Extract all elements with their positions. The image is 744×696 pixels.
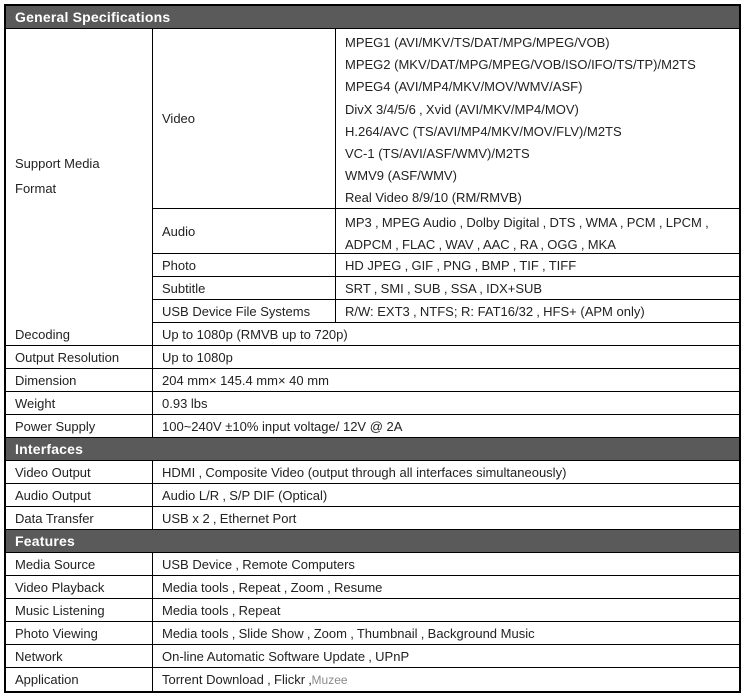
spec-row-weight bbox=[6, 392, 739, 415]
section-header-general bbox=[6, 6, 739, 29]
video-format-line: WMV9 (ASF/WMV) bbox=[345, 168, 457, 184]
video-label: Video bbox=[162, 111, 196, 126]
spec-row-label: Power Supply bbox=[6, 415, 153, 437]
section-header-features bbox=[6, 530, 739, 553]
product-spec-table bbox=[4, 4, 741, 693]
photo-formats-row bbox=[153, 254, 739, 277]
spec-row-power-supply bbox=[6, 415, 739, 438]
spec-row-value: Up to 1080p (RMVB up to 720p) bbox=[162, 326, 348, 342]
video-format-line: MPEG4 (AVI/MP4/MKV/MOV/WMV/ASF) bbox=[345, 79, 583, 95]
spec-row-label: Video Output bbox=[6, 461, 153, 483]
spec-row-music-listening bbox=[6, 599, 739, 622]
spec-row-value: 100~240V ±10% input voltage/ 12V @ 2A bbox=[162, 418, 403, 434]
spec-row-output-resolution bbox=[6, 346, 739, 369]
spec-row-value: Media tools ‚ Repeat bbox=[162, 602, 281, 618]
video-format-line: VC-1 (TS/AVI/ASF/WMV)/M2TS bbox=[345, 145, 530, 161]
video-formats-row bbox=[153, 29, 739, 209]
audio-formats-row bbox=[153, 209, 739, 254]
video-label-cell bbox=[153, 29, 336, 208]
support-media-format-label-line1: Support Media bbox=[15, 156, 100, 171]
spec-row-value: 0.93 lbs bbox=[162, 395, 208, 411]
spec-row-video-output bbox=[6, 461, 739, 484]
spec-row-label: Output Resolution bbox=[6, 346, 153, 368]
spec-row-video-playback bbox=[6, 576, 739, 599]
support-media-format-label-cell bbox=[6, 29, 153, 323]
spec-row-audio-output bbox=[6, 484, 739, 507]
spec-row-label: Data Transfer bbox=[6, 507, 153, 529]
spec-row-dimension bbox=[6, 369, 739, 392]
support-media-format-label-line2: Format bbox=[15, 181, 57, 196]
photo-label-cell bbox=[153, 254, 336, 276]
spec-row-value: 204 mm× 145.4 mm× 40 mm bbox=[162, 372, 329, 388]
spec-row-application bbox=[6, 668, 739, 691]
spec-row-label: Network bbox=[6, 645, 153, 667]
audio-format-line: ADPCM ‚ FLAC ‚ WAV ‚ AAC ‚ RA ‚ OGG ‚ MKA bbox=[345, 237, 616, 253]
subtitle-formats-cell: SRT ‚ SMI ‚ SUB ‚ SSA ‚ IDX+SUB bbox=[345, 280, 543, 296]
section-title-interfaces: Interfaces bbox=[15, 441, 84, 457]
audio-label: Audio bbox=[162, 223, 196, 239]
subtitle-label: Subtitle bbox=[162, 280, 206, 296]
support-media-format-subtable bbox=[153, 29, 739, 323]
spec-row-value: Media tools ‚ Repeat ‚ Zoom ‚ Resume bbox=[162, 579, 383, 595]
spec-row-label: Music Listening bbox=[6, 599, 153, 621]
spec-row-value: HDMI ‚ Composite Video (output through all interfaces simultaneously) bbox=[162, 464, 567, 480]
spec-row-label: Photo Viewing bbox=[6, 622, 153, 644]
video-formats-cell bbox=[336, 29, 739, 208]
audio-format-line: MP3 ‚ MPEG Audio ‚ Dolby Digital ‚ DTS ‚ WMA ‚ PCM ‚ LPCM ‚ bbox=[345, 215, 709, 230]
subtitle-label-cell bbox=[153, 277, 336, 299]
usb-filesystems-row bbox=[153, 300, 739, 323]
spec-row-value: Audio L/R ‚ S/P DIF (Optical) bbox=[162, 487, 328, 503]
audio-label-cell bbox=[153, 209, 336, 253]
section-header-interfaces bbox=[6, 438, 739, 461]
spec-row-decoding bbox=[6, 323, 739, 346]
spec-row-photo-viewing bbox=[6, 622, 739, 645]
spec-row-label: Application bbox=[6, 668, 153, 691]
usb-filesystems-label: USB Device File Systems bbox=[162, 303, 311, 319]
spec-row-value bbox=[153, 668, 739, 691]
audio-formats-cell bbox=[336, 209, 739, 253]
video-format-line: Real Video 8/9/10 (RM/RMVB) bbox=[345, 190, 522, 206]
section-title-general: General Specifications bbox=[15, 9, 171, 25]
usb-filesystems-cell: R/W: EXT3 ‚ NTFS; R: FAT16/32 ‚ HFS+ (APM only) bbox=[345, 303, 645, 319]
section-title-features: Features bbox=[15, 533, 75, 549]
spec-row-label: Dimension bbox=[6, 369, 153, 391]
spec-row-value: Media tools ‚ Slide Show ‚ Zoom ‚ Thumbnail ‚ Background Music bbox=[162, 625, 535, 641]
video-format-line: DivX 3/4/5/6 ‚ Xvid (AVI/MKV/MP4/MOV) bbox=[345, 101, 579, 117]
application-value-main: Torrent Download ‚ Flickr ‚ bbox=[162, 672, 312, 687]
photo-formats-cell: HD JPEG ‚ GIF ‚ PNG ‚ BMP ‚ TIF ‚ TIFF bbox=[345, 257, 577, 273]
spec-row-label: Media Source bbox=[6, 553, 153, 575]
spec-row-media-source bbox=[6, 553, 739, 576]
video-format-line: MPEG1 (AVI/MKV/TS/DAT/MPG/MPEG/VOB) bbox=[345, 35, 610, 50]
usb-filesystems-label-cell bbox=[153, 300, 336, 322]
spec-row-value: USB x 2 ‚ Ethernet Port bbox=[162, 510, 297, 526]
spec-row-value: Up to 1080p bbox=[162, 349, 233, 365]
application-value-muzee: Muzee bbox=[311, 672, 348, 687]
support-media-format-block bbox=[6, 29, 739, 323]
video-format-line: MPEG2 (MKV/DAT/MPG/MPEG/VOB/ISO/IFO/TS/TP)/M2TS bbox=[345, 57, 696, 73]
spec-row-network bbox=[6, 645, 739, 668]
spec-row-data-transfer bbox=[6, 507, 739, 530]
spec-row-value: USB Device ‚ Remote Computers bbox=[162, 556, 355, 572]
subtitle-formats-row bbox=[153, 277, 739, 300]
spec-row-label: Decoding bbox=[6, 323, 153, 345]
spec-row-label: Audio Output bbox=[6, 484, 153, 506]
photo-label: Photo bbox=[162, 257, 196, 273]
spec-row-value: On-line Automatic Software Update ‚ UPnP bbox=[162, 648, 410, 664]
spec-row-label: Weight bbox=[6, 392, 153, 414]
video-format-line: H.264/AVC (TS/AVI/MP4/MKV/MOV/FLV)/M2TS bbox=[345, 123, 622, 139]
spec-row-label: Video Playback bbox=[6, 576, 153, 598]
